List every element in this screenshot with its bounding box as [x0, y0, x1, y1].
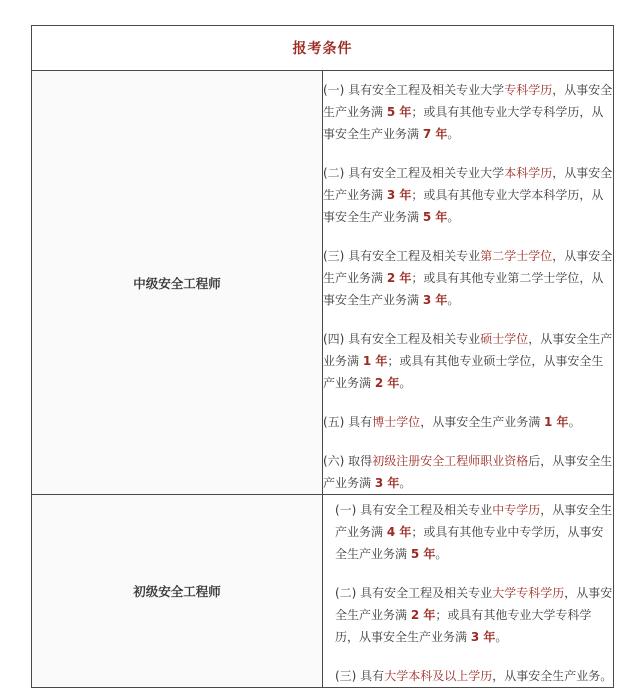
- condition-item: [335, 582, 613, 648]
- condition-text: ；或具有其他专业大学专科学历，从事安全生产业务满: [335, 608, 592, 644]
- condition-item: [335, 499, 613, 565]
- condition-text: ，从事安全生产业务满: [335, 586, 613, 622]
- condition-highlight: 大学专科学历: [492, 586, 565, 600]
- condition-item: [323, 450, 613, 494]
- table-row-junior: [32, 495, 614, 688]
- level-label: 初级安全工程师: [32, 495, 323, 688]
- condition-years: 7 年: [422, 127, 448, 141]
- condition-text: ；或具有其他专业大学本科学历，从事安全生产业务满: [323, 188, 604, 224]
- condition-years: 3 年: [386, 188, 412, 202]
- condition-text: 后，从事安全生产业务满: [323, 454, 613, 490]
- condition-years: 4 年: [386, 525, 412, 539]
- condition-text: 。: [447, 210, 460, 224]
- condition-text: ；或具有其他专业第二学士学位，从事安全生产业务满: [323, 271, 604, 307]
- condition-item: [323, 79, 613, 145]
- level-label: 中级安全工程师: [32, 71, 323, 495]
- condition-years: 3 年: [422, 293, 448, 307]
- condition-years: 1 年: [362, 354, 388, 368]
- condition-item: [323, 245, 613, 311]
- condition-text: 。: [447, 127, 460, 141]
- condition-text: 。: [568, 415, 581, 429]
- table-row-intermediate: [32, 71, 614, 495]
- condition-text: 。: [447, 293, 460, 307]
- conditions-cell: [323, 495, 614, 688]
- condition-text: (六) 取得: [323, 454, 373, 468]
- condition-text: ，从事安全生产业务满: [323, 83, 613, 119]
- condition-text: 。: [399, 476, 412, 490]
- condition-years: 1 年: [544, 415, 569, 429]
- condition-highlight: 专科学历: [504, 83, 553, 97]
- condition-text: 。: [495, 630, 508, 644]
- condition-text: (五) 具有: [323, 415, 373, 429]
- condition-text: (二) 具有安全工程及相关专业: [335, 586, 493, 600]
- condition-text: (三) 具有安全工程及相关专业: [323, 249, 481, 263]
- condition-item: [335, 665, 613, 687]
- condition-highlight: 第二学士学位: [480, 249, 553, 263]
- condition-text: ；或具有其他专业中专学历，从事安全生产业务满: [335, 525, 604, 561]
- condition-highlight: 初级注册安全工程师职业资格: [372, 454, 529, 468]
- condition-text: (三) 具有: [335, 669, 385, 683]
- condition-years: 5 年: [410, 547, 436, 561]
- condition-years: 5 年: [386, 105, 412, 119]
- conditions-cell: [323, 71, 614, 495]
- condition-text: ，从事安全生产业务。: [492, 669, 613, 683]
- condition-text: ；或具有其他专业硕士学位，从事安全生产业务满: [323, 354, 604, 390]
- condition-years: 2 年: [374, 376, 400, 390]
- condition-text: (一) 具有安全工程及相关专业大学: [323, 83, 505, 97]
- condition-years: 3 年: [470, 630, 496, 644]
- condition-text: (一) 具有安全工程及相关专业: [335, 503, 493, 517]
- condition-text: ，从事安全生产业务满: [335, 503, 613, 539]
- table-title: 报考条件: [32, 26, 614, 71]
- condition-years: 2 年: [386, 271, 412, 285]
- condition-highlight: 中专学历: [492, 503, 541, 517]
- condition-text: 。: [435, 547, 448, 561]
- condition-years: 3 年: [374, 476, 400, 490]
- condition-text: (四) 具有安全工程及相关专业: [323, 332, 481, 346]
- condition-highlight: 本科学历: [504, 166, 553, 180]
- condition-text: ，从事安全生产业务满: [323, 332, 613, 368]
- condition-highlight: 硕士学位: [480, 332, 529, 346]
- condition-text: (二) 具有安全工程及相关专业大学: [323, 166, 505, 180]
- condition-years: 2 年: [410, 608, 436, 622]
- condition-text: ，从事安全生产业务满: [420, 415, 545, 429]
- condition-item: [323, 162, 613, 228]
- condition-years: 5 年: [422, 210, 448, 224]
- header-row: [32, 26, 614, 71]
- condition-text: ，从事安全生产业务满: [323, 166, 613, 202]
- condition-item: [323, 328, 613, 394]
- condition-text: ；或具有其他专业大学专科学历，从事安全生产业务满: [323, 105, 604, 141]
- condition-highlight: 博士学位: [372, 415, 421, 429]
- condition-item: [323, 411, 613, 433]
- condition-text: 。: [399, 376, 412, 390]
- condition-text: ，从事安全生产业务满: [323, 249, 613, 285]
- condition-highlight: 大学本科及以上学历: [384, 669, 493, 683]
- requirements-table: [31, 25, 614, 688]
